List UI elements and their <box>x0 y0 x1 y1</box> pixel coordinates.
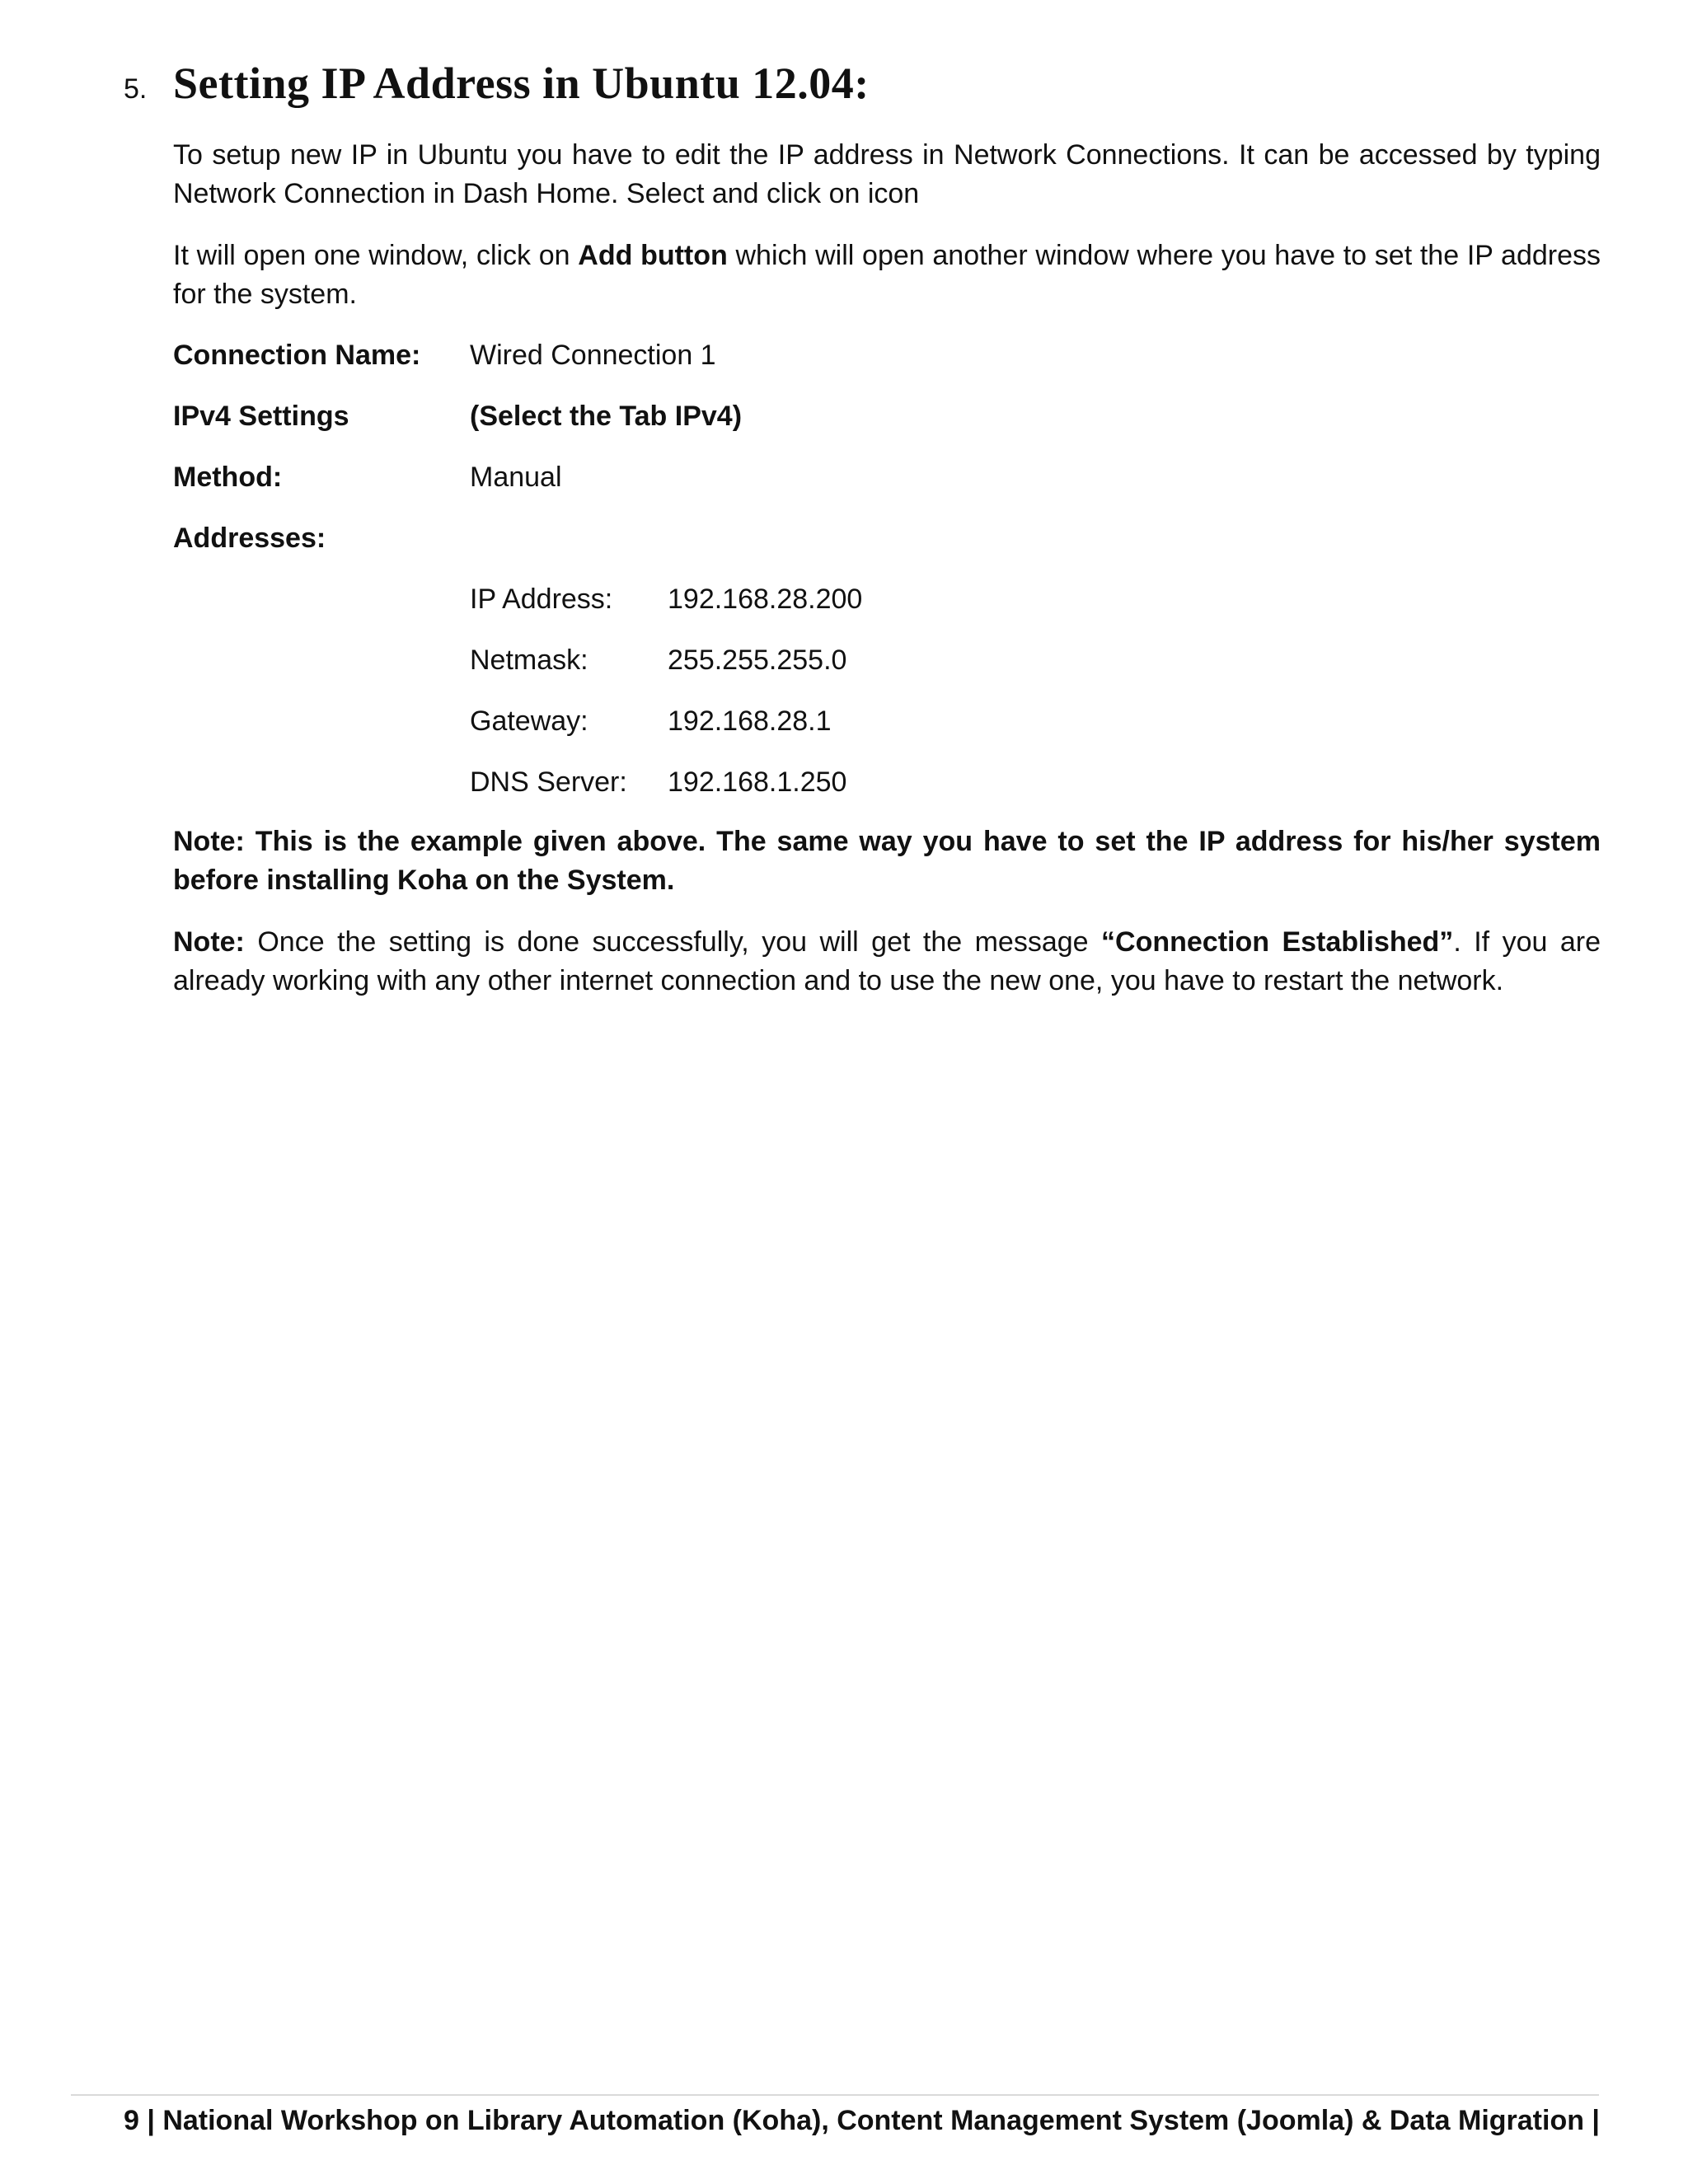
section-title: Setting IP Address in Ubuntu 12.04: <box>173 59 870 108</box>
gateway-value: 192.168.28.1 <box>668 705 832 737</box>
intro-paragraph: To setup new IP in Ubuntu you have to edit the IP address in Network Connections. It can be accessed by typing Network Connection in Dash Home. Select and click on icon <box>173 139 1601 209</box>
connection-name-value: Wired Connection 1 <box>470 340 716 371</box>
footer-divider <box>71 2094 1599 2096</box>
method-label: Method: <box>173 462 283 493</box>
ip-address-label: IP Address: <box>470 583 613 615</box>
dns-server-label: DNS Server: <box>470 766 627 798</box>
note-text-before: Once the setting is done successfully, you will get the message <box>244 926 1102 958</box>
dns-server-value: 192.168.1.250 <box>668 766 847 798</box>
connection-established-message: “Connection Established” <box>1101 926 1454 958</box>
ipv4-settings-value: (Select the Tab IPv4) <box>470 401 743 432</box>
gateway-label: Gateway: <box>470 705 588 737</box>
instruction-paragraph <box>173 237 1601 314</box>
ipv4-settings-label: IPv4 Settings <box>173 401 349 432</box>
netmask-label: Netmask: <box>470 644 588 676</box>
add-button-mention: Add button <box>578 240 728 271</box>
instruction-text-after: which will open another window where you have to set the IP address for the system. <box>173 240 1601 310</box>
addresses-label: Addresses: <box>173 523 326 554</box>
instruction-text-before: It will open one window, click on <box>173 240 579 271</box>
method-value: Manual <box>470 462 562 493</box>
page-footer: 9 | National Workshop on Library Automation (Koha), Content Management System (Joomla) & Data Migration | <box>124 2105 1600 2136</box>
netmask-value: 255.255.255.0 <box>668 644 847 676</box>
connection-name-label: Connection Name: <box>173 340 421 371</box>
note-example-paragraph: Note: This is the example given above. The same way you have to set the IP address for his/her system before installing Koha on the System. <box>173 826 1601 896</box>
note-text-after: . If you are already working with any other internet connection and to use the new one, you have to restart the network. <box>173 926 1601 996</box>
ip-address-value: 192.168.28.200 <box>668 583 863 615</box>
note-label: Note: <box>173 926 245 958</box>
section-number: 5. <box>124 73 148 105</box>
note-connection-paragraph <box>173 923 1601 1001</box>
section-heading <box>124 58 870 109</box>
